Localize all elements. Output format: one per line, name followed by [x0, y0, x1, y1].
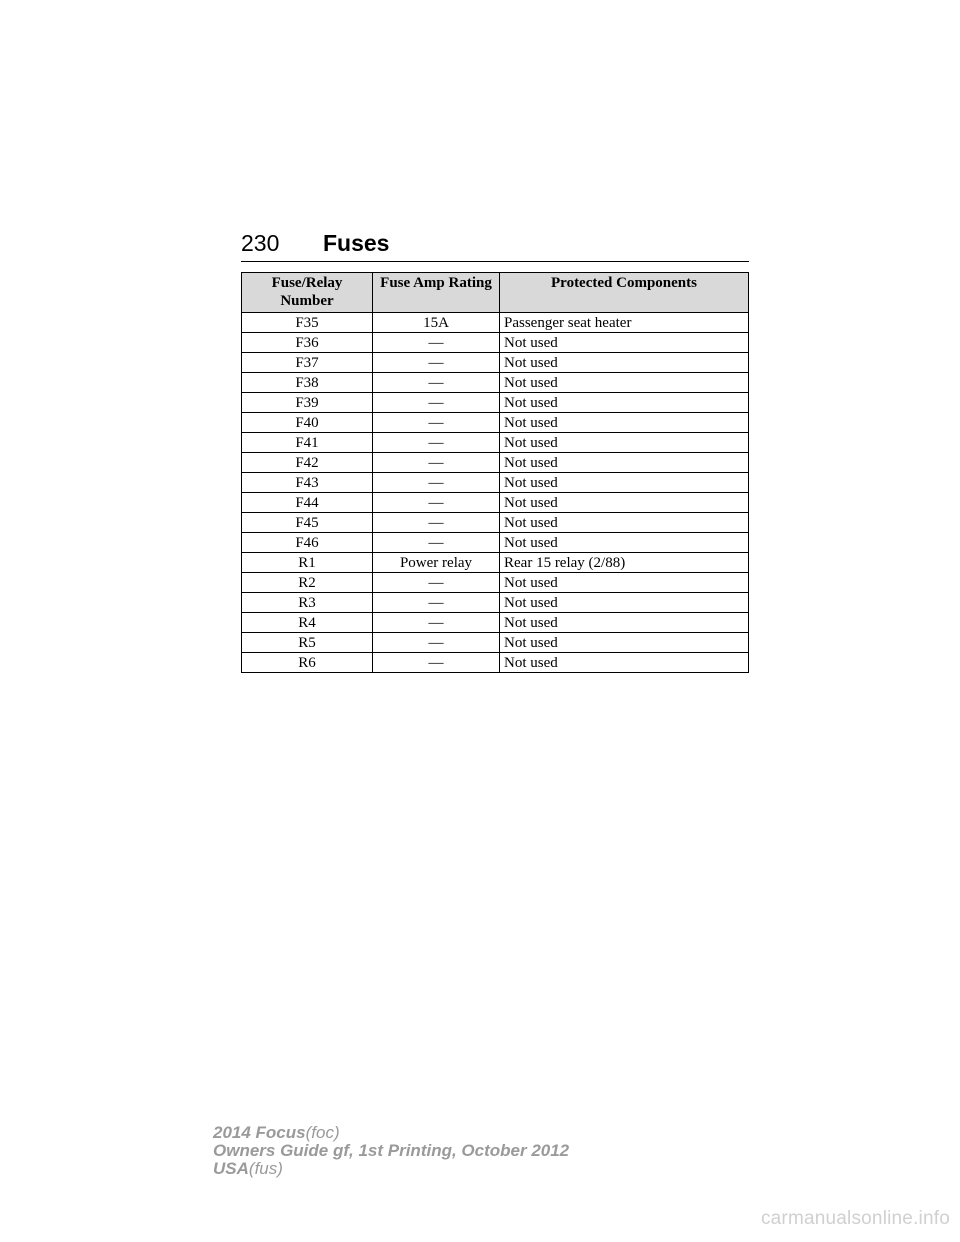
- table-row: [242, 413, 749, 433]
- cell-rating: —: [373, 433, 500, 453]
- cell-rating: —: [373, 473, 500, 493]
- footer-model-code: (foc): [305, 1123, 340, 1142]
- table-row: [242, 653, 749, 673]
- table-body: [242, 313, 749, 673]
- fuse-table: [241, 272, 749, 673]
- table-row: [242, 553, 749, 573]
- section-title: Fuses: [323, 230, 390, 256]
- table-row: [242, 513, 749, 533]
- cell-components: Not used: [500, 513, 749, 533]
- cell-rating: 15A: [373, 313, 500, 333]
- table-row: [242, 533, 749, 553]
- footer-market-name: USA: [213, 1159, 249, 1178]
- cell-number: F39: [242, 393, 373, 413]
- cell-rating: Power relay: [373, 553, 500, 573]
- cell-components: Rear 15 relay (2/88): [500, 553, 749, 573]
- table-row: [242, 393, 749, 413]
- cell-components: Not used: [500, 433, 749, 453]
- cell-rating: —: [373, 353, 500, 373]
- cell-rating: —: [373, 453, 500, 473]
- cell-components: Not used: [500, 333, 749, 353]
- cell-components: Not used: [500, 373, 749, 393]
- cell-number: F42: [242, 453, 373, 473]
- cell-components: Not used: [500, 593, 749, 613]
- cell-components: Not used: [500, 353, 749, 373]
- cell-rating: —: [373, 373, 500, 393]
- cell-components: Not used: [500, 613, 749, 633]
- cell-number: R5: [242, 633, 373, 653]
- cell-number: R1: [242, 553, 373, 573]
- cell-rating: —: [373, 633, 500, 653]
- table-row: [242, 633, 749, 653]
- cell-rating: —: [373, 593, 500, 613]
- table-row: [242, 373, 749, 393]
- cell-number: F36: [242, 333, 373, 353]
- footer-line-printing: Owners Guide gf, 1st Printing, October 2012: [213, 1141, 570, 1160]
- document-footer: [213, 1124, 569, 1178]
- cell-rating: —: [373, 393, 500, 413]
- table-row: [242, 333, 749, 353]
- table-header-row: [242, 273, 749, 313]
- table-row: [242, 353, 749, 373]
- cell-number: R3: [242, 593, 373, 613]
- cell-components: Not used: [500, 633, 749, 653]
- table-row: [242, 313, 749, 333]
- cell-number: F38: [242, 373, 373, 393]
- cell-rating: —: [373, 653, 500, 673]
- cell-rating: —: [373, 573, 500, 593]
- table-row: [242, 573, 749, 593]
- page-header: [241, 229, 749, 262]
- cell-number: F35: [242, 313, 373, 333]
- cell-components: Not used: [500, 453, 749, 473]
- cell-number: F41: [242, 433, 373, 453]
- cell-number: R6: [242, 653, 373, 673]
- table-row: [242, 593, 749, 613]
- cell-rating: —: [373, 413, 500, 433]
- cell-rating: —: [373, 333, 500, 353]
- cell-number: F37: [242, 353, 373, 373]
- cell-components: Not used: [500, 473, 749, 493]
- watermark-text: carmanualsonline.info: [760, 1208, 950, 1229]
- footer-line-model: [213, 1124, 569, 1142]
- cell-number: R2: [242, 573, 373, 593]
- cell-rating: —: [373, 513, 500, 533]
- cell-rating: —: [373, 493, 500, 513]
- cell-components: Not used: [500, 493, 749, 513]
- column-header-number: Fuse/Relay Number: [242, 273, 373, 313]
- column-header-components: Protected Components: [500, 273, 749, 313]
- table-row: [242, 473, 749, 493]
- footer-market-code: (fus): [248, 1159, 283, 1178]
- cell-components: Not used: [500, 653, 749, 673]
- cell-number: F44: [242, 493, 373, 513]
- column-header-rating: Fuse Amp Rating: [373, 273, 500, 313]
- cell-components: Passenger seat heater: [500, 313, 749, 333]
- footer-line-market: [213, 1160, 569, 1178]
- table-row: [242, 433, 749, 453]
- cell-rating: —: [373, 533, 500, 553]
- cell-components: Not used: [500, 393, 749, 413]
- cell-number: F43: [242, 473, 373, 493]
- table-row: [242, 613, 749, 633]
- page-number: 230: [241, 230, 280, 256]
- cell-components: Not used: [500, 573, 749, 593]
- cell-number: R4: [242, 613, 373, 633]
- cell-number: F46: [242, 533, 373, 553]
- cell-rating: —: [373, 613, 500, 633]
- table-row: [242, 493, 749, 513]
- cell-components: Not used: [500, 533, 749, 553]
- cell-number: F45: [242, 513, 373, 533]
- cell-components: Not used: [500, 413, 749, 433]
- cell-number: F40: [242, 413, 373, 433]
- table-row: [242, 453, 749, 473]
- footer-model-name: 2014 Focus: [213, 1123, 306, 1142]
